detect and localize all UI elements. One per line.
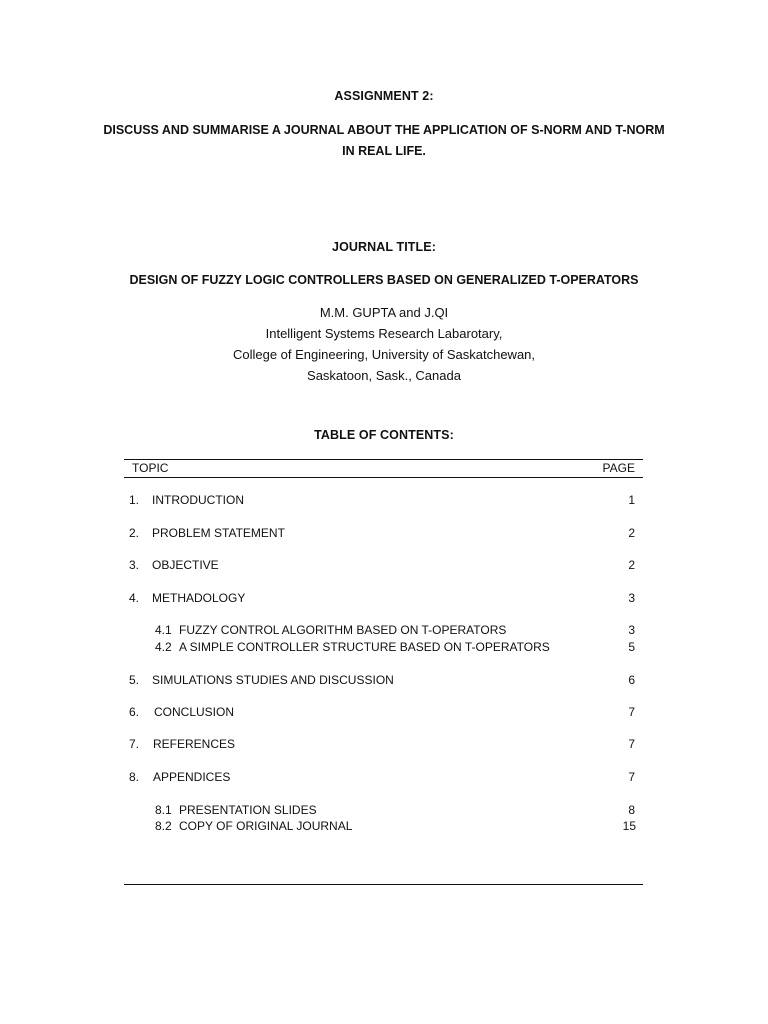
toc-subentry	[124, 623, 643, 639]
toc-bottom-rule	[124, 884, 643, 885]
toc-entry-page: 7	[628, 737, 635, 751]
toc-entry-number: 6.	[129, 705, 140, 719]
toc-header-rule	[124, 477, 643, 478]
assignment-heading: ASSIGNMENT 2:	[334, 89, 434, 103]
toc-entry-page: 7	[628, 770, 635, 784]
journal-affiliation-line-1: Intelligent Systems Research Labarotary,	[265, 326, 503, 341]
toc-subentry	[124, 819, 643, 835]
toc-header-row	[124, 460, 643, 476]
toc-entry-page: 6	[628, 673, 635, 687]
toc-entry-number: 8.1	[155, 803, 172, 817]
toc-entry-label: COPY OF ORIGINAL JOURNAL	[179, 819, 353, 833]
toc-entry-label: CONCLUSION	[154, 705, 235, 719]
toc-entry	[124, 493, 643, 509]
toc-entry-label: PRESENTATION SLIDES	[179, 803, 317, 817]
toc-entry-label: PROBLEM STATEMENT	[152, 526, 285, 540]
toc-entry-page: 3	[628, 623, 635, 637]
toc-subentry	[124, 803, 643, 819]
toc-entry	[124, 591, 643, 607]
toc-entry-label: FUZZY CONTROL ALGORITHM BASED ON T-OPERATORS	[179, 623, 507, 637]
toc-entry-page: 15	[622, 819, 636, 833]
toc-entry-label: REFERENCES	[153, 737, 236, 751]
toc-entry	[124, 705, 643, 721]
toc-entry-label: A SIMPLE CONTROLLER STRUCTURE BASED ON T-OPERATORS	[179, 640, 550, 654]
toc-entry-number: 8.	[129, 770, 140, 784]
toc-entry-page: 5	[628, 640, 635, 654]
journal-affiliation-line-2: College of Engineering, University of Saskatchewan,	[232, 347, 536, 362]
toc-entry-number: 1.	[129, 493, 140, 507]
toc-heading: TABLE OF CONTENTS:	[314, 428, 454, 442]
assignment-task-line-2: IN REAL LIFE.	[342, 144, 426, 158]
toc-entry-page: 8	[628, 803, 635, 817]
journal-authors: M.M. GUPTA and J.QI	[319, 305, 449, 320]
toc-entry	[124, 673, 643, 689]
toc-entry-label: SIMULATIONS STUDIES AND DISCUSSION	[152, 673, 394, 687]
toc-col-topic: TOPIC	[132, 461, 169, 475]
toc-entry-number: 8.2	[155, 819, 172, 833]
toc-entry	[124, 770, 643, 786]
toc-entry-label: OBJECTIVE	[152, 558, 219, 572]
assignment-task-line-1: DISCUSS AND SUMMARISE A JOURNAL ABOUT THE APPLICATION OF S-NORM AND T-NORM	[103, 123, 665, 137]
toc-entry-page: 2	[628, 526, 635, 540]
toc-entry-label: METHADOLOGY	[152, 591, 246, 605]
toc-entry-number: 4.2	[155, 640, 172, 654]
toc-entry	[124, 558, 643, 574]
toc-entry-page: 2	[628, 558, 635, 572]
toc-entry-number: 3.	[129, 558, 140, 572]
toc-entry-number: 5.	[129, 673, 140, 687]
toc-entry-page: 1	[628, 493, 635, 507]
toc-subentry	[124, 640, 643, 656]
toc-entry-number: 2.	[129, 526, 140, 540]
toc-entry	[124, 526, 643, 542]
toc-entry-label: APPENDICES	[153, 770, 231, 784]
toc-entry-page: 7	[628, 705, 635, 719]
journal-heading: JOURNAL TITLE:	[332, 240, 436, 254]
toc-entry-number: 4.1	[155, 623, 172, 637]
journal-title: DESIGN OF FUZZY LOGIC CONTROLLERS BASED ON GENERALIZED T-OPERATORS	[129, 273, 639, 287]
toc-col-page: PAGE	[602, 461, 635, 475]
toc-entry-label: INTRODUCTION	[152, 493, 244, 507]
toc-entry-number: 7.	[129, 737, 140, 751]
toc-entry-page: 3	[628, 591, 635, 605]
journal-affiliation-line-3: Saskatoon, Sask., Canada	[307, 368, 461, 383]
toc-entry-number: 4.	[129, 591, 140, 605]
toc-entry	[124, 737, 643, 753]
